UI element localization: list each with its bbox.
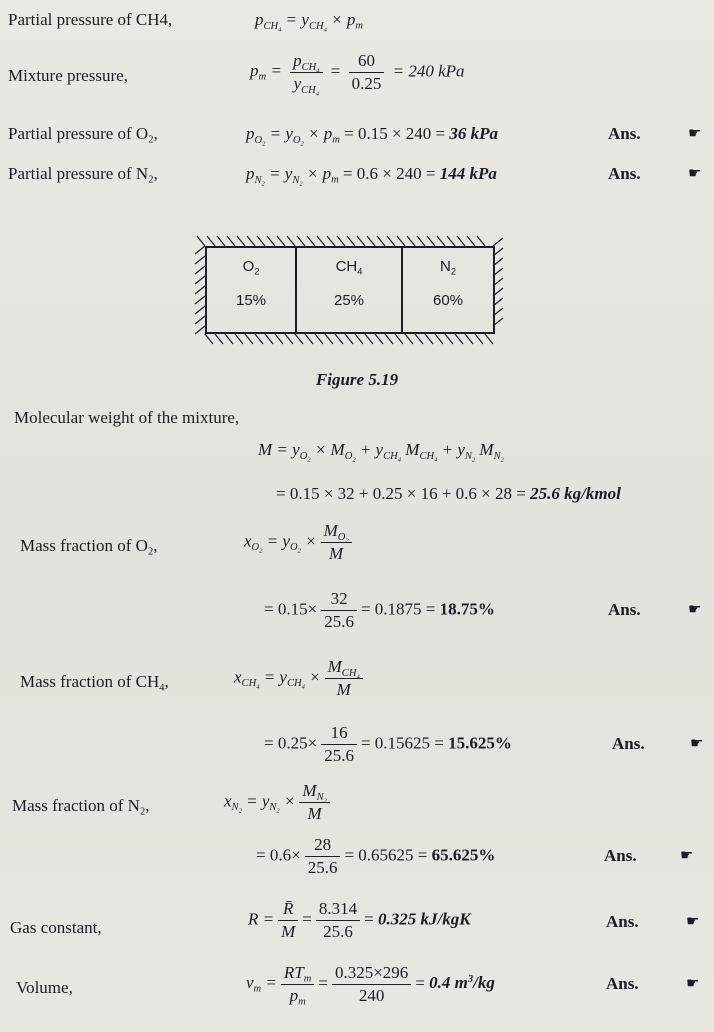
label-partial-pressure-o2: Partial pressure of $O_2$, [8, 124, 158, 146]
eq-partial-pressure-o2: $p_{O_2} = y_{O_2} \times p_m = 0.15 \times 240 = 36$ kPa [246, 124, 499, 147]
eq-molecular-weight-formula: $M = y_{O_2} \times M_{O_2} + y_{CH_4}$ $M_{CH_4} + y_{N_2}$ $M_{N_2}$ [258, 440, 504, 463]
label-partial-pressure-ch4: Partial pressure of CH4, [8, 10, 173, 29]
ans-label-xn2: Ans. [604, 846, 637, 865]
figure-caption: Figure 5.19 [315, 370, 399, 389]
label-mass-fraction-ch4: Mass fraction of $CH_4$, [20, 672, 169, 694]
label-mixture-pressure: Mixture pressure, [8, 66, 128, 85]
eq-partial-pressure-n2: $p_{N_2} = y_{N_2} \times p_m = 0.6 \times 240 = 144$ kPa [246, 164, 497, 187]
fraction-pch4-over-ych4: $\frac{p_{CH_4}}{y_{CH_4}}$ [290, 50, 322, 95]
ans-label-volume: Ans. [606, 974, 639, 993]
pointing-hand-icon: ☛ [688, 166, 702, 182]
ans-label-xo2: Ans. [608, 600, 641, 619]
ans-label-po2: Ans. [608, 124, 641, 143]
pointing-hand-icon: ☛ [686, 914, 700, 930]
gas-mixture-container [205, 246, 495, 334]
container-cell-ch4: $CH_4$ 25% [333, 258, 365, 309]
eq-mixture-pressure: $p_m$ = $\frac{p_{CH_4}}{y_{CH_4}}$ = $\frac{60}{0.25}$ = 240 kPa [250, 51, 465, 97]
ans-label-pn2: Ans. [608, 164, 641, 183]
eq-mass-fraction-o2-value: = 0.15× $\frac{32}{25.6}$ = 0.1875 = 18.75% [264, 589, 495, 631]
pointing-hand-icon: ☛ [690, 736, 704, 752]
pointing-hand-icon: ☛ [688, 126, 702, 142]
eq-partial-pressure-ch4: $p_{CH_4} = y_{CH_4} \times p_m$ [255, 10, 363, 33]
eq-mass-fraction-ch4-formula: $x_{CH_4} = y_{CH_4}$ × $\frac{M_{CH_4}}{M}$ [234, 656, 367, 701]
pointing-hand-icon: ☛ [686, 976, 700, 992]
eq-mass-fraction-n2-formula: $x_{N_2} = y_{N_2}$ × $\frac{M_{N_2}}{M}$ [224, 780, 334, 825]
ans-label-gas: Ans. [606, 912, 639, 931]
eq-gas-constant: R = $\frac{R̄}{M}$ = $\frac{8.314}{25.6}$ = 0.325 kJ/kgK [248, 899, 471, 941]
eq-volume: $v_m$ = $\frac{RT_m}{p_m}$ = $\frac{0.325\times 296}{240}$ = 0.4 $m^3/kg$ [246, 963, 495, 1008]
container-cell-n2: $N_2$ 60% [432, 258, 464, 309]
label-gas-constant: Gas constant, [10, 918, 102, 937]
label-partial-pressure-n2: Partial pressure of $N_2$, [8, 164, 158, 186]
pointing-hand-icon: ☛ [680, 848, 694, 864]
label-mass-fraction-n2: Mass fraction of $N_2$, [12, 796, 150, 818]
eq-mass-fraction-o2-formula: $x_{O_2} = y_{O_2}$ × $\frac{M_{O_2}}{M}$ [244, 520, 356, 565]
label-volume: Volume, [16, 978, 73, 997]
eq-molecular-weight-value: = 0.15 × 32 + 0.25 × 16 + 0.6 × 28 = 25.6 kg/kmol [276, 484, 621, 503]
label-mass-fraction-o2: Mass fraction of $O_2$, [20, 536, 158, 558]
eq-mass-fraction-n2-value: = 0.6× $\frac{28}{25.6}$ = 0.65625 = 65.625% [256, 835, 496, 877]
fraction-60-over-025: $\frac{60}{0.25}$ [349, 50, 385, 95]
container-cell-o2: $O_2$ 15% [235, 258, 267, 309]
label-molecular-weight: Molecular weight of the mixture, [14, 408, 240, 427]
pointing-hand-icon: ☛ [688, 602, 702, 618]
ans-label-xch4: Ans. [612, 734, 645, 753]
eq-mass-fraction-ch4-value: = 0.25× $\frac{16}{25.6}$ = 0.15625 = 15.625% [264, 723, 512, 765]
bleed-through-text [600, 80, 603, 95]
